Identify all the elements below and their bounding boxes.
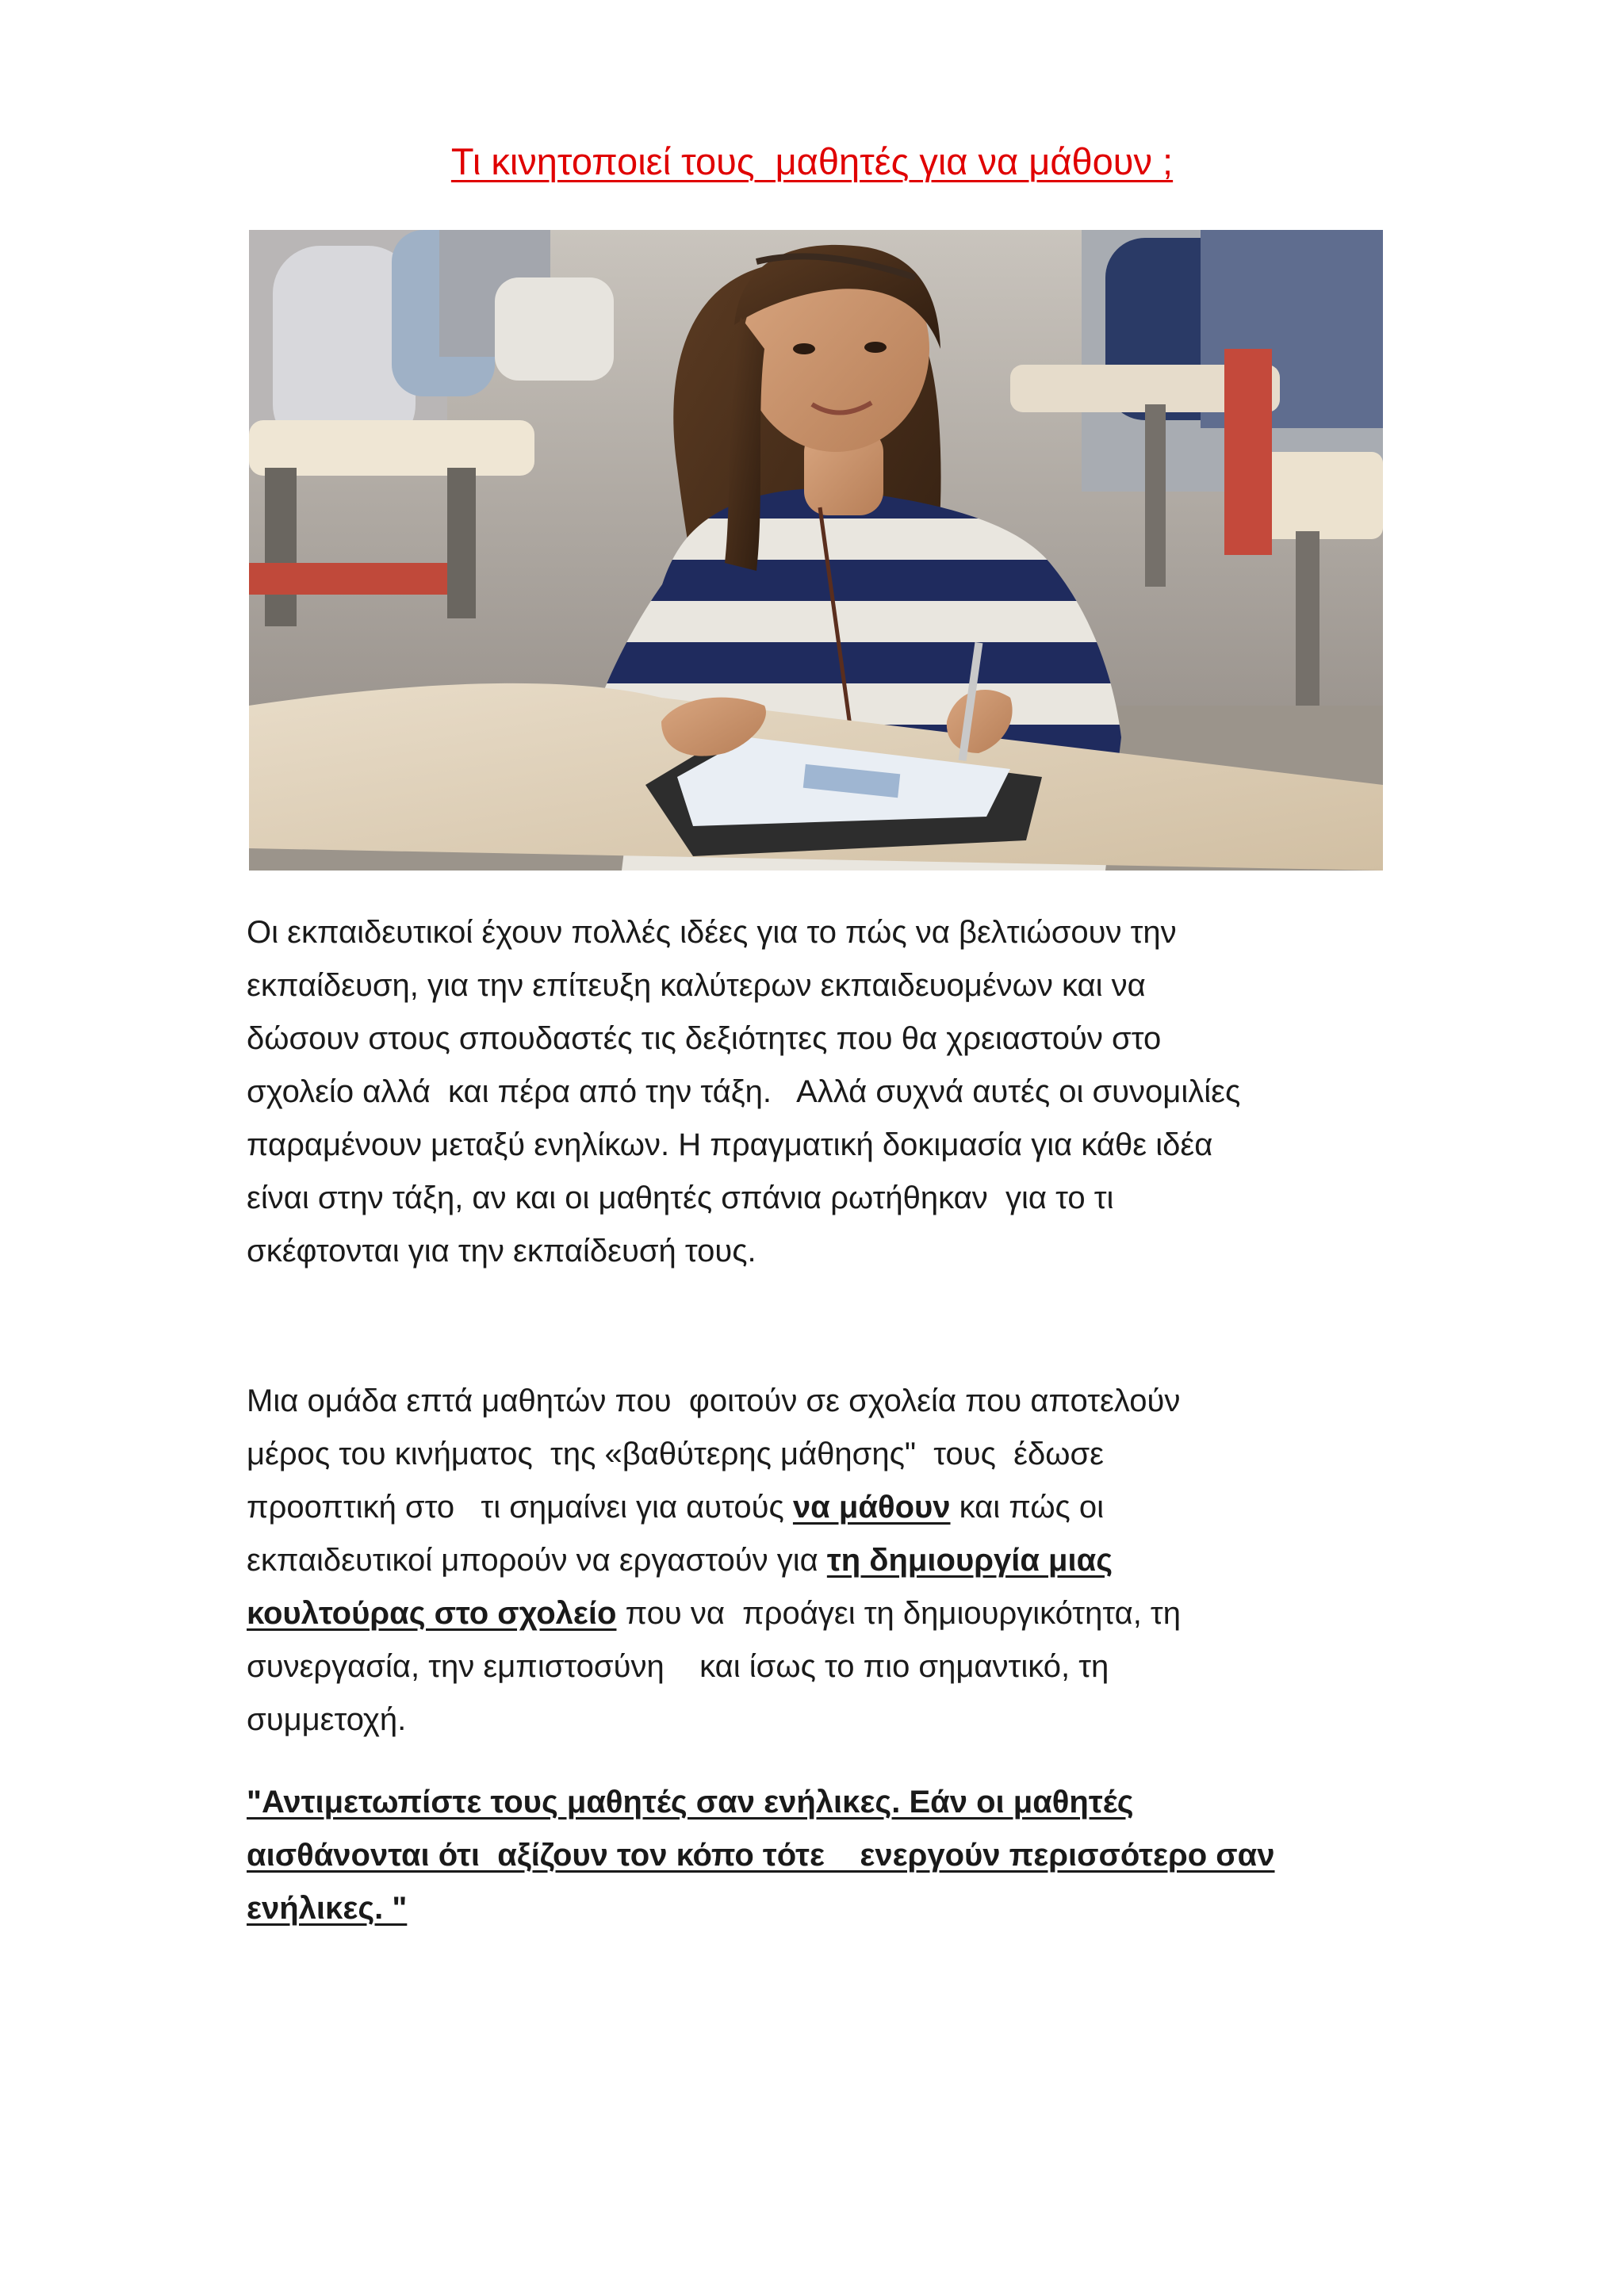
classroom-photo: [249, 230, 1383, 871]
paragraph-line: εκπαίδευση, για την επίτευξη καλύτερων εκπαιδευομένων και να: [247, 968, 1146, 1003]
quote-line: "Αντιμετωπίστε τους μαθητές σαν ενήλικες. Εάν οι μαθητές: [247, 1785, 1134, 1820]
paragraph-line: σχολείο αλλά και πέρα από την τάξη. Αλλά συχνά αυτές οι συνομιλίες: [247, 1074, 1241, 1109]
paragraph-line: συνεργασία, την εμπιστοσύνη και ίσως το πιο σημαντικό, τη: [247, 1649, 1109, 1684]
paragraph-line: συμμετοχή.: [247, 1702, 407, 1737]
paragraph-line: [247, 1587, 1373, 1640]
quote-line: αισθάνονται ότι αξίζουν τον κόπο τότε ενεργούν περισσότερο σαν: [247, 1838, 1275, 1873]
paragraph-text: προοπτική στο τι σημαίνει για αυτούς: [247, 1490, 793, 1525]
school-culture-link[interactable]: τη δημιουργία μιας: [826, 1543, 1113, 1578]
paragraph-line: Οι εκπαιδευτικοί έχουν πολλές ιδέες για το πώς να βελτιώσουν την: [247, 915, 1177, 950]
school-culture-link-continued[interactable]: κουλτούρας στο σχολείο: [247, 1596, 617, 1631]
paragraph-line: παραμένουν μεταξύ ενηλίκων. Η πραγματική δοκιμασία για κάθε ιδέα: [247, 1127, 1213, 1162]
paragraph-text: που να προάγει τη δημιουργικότητα, τη: [616, 1596, 1181, 1631]
paragraph-line: δώσουν στους σπουδαστές τις δεξιότητες που θα χρειαστούν στο: [247, 1021, 1162, 1056]
paragraph-line: [247, 1481, 1373, 1534]
students-paragraph: [247, 1375, 1373, 1747]
paragraph-line: είναι στην τάξη, αν και οι μαθητές σπάνια ρωτήθηκαν για το τι: [247, 1181, 1114, 1215]
intro-paragraph: [247, 906, 1373, 1278]
paragraph-text: και πώς οι: [950, 1490, 1105, 1525]
paragraph-line: σκέφτονται για την εκπαίδευσή τους.: [247, 1234, 756, 1269]
student-quote: [247, 1776, 1373, 1935]
paragraph-line: μέρος του κινήματος της «βαθύτερης μάθησης" τους έδωσε: [247, 1437, 1104, 1471]
quote-line: ενήλικες. ": [247, 1891, 408, 1926]
paragraph-text: εκπαιδευτικοί μπορούν να εργαστούν για: [247, 1543, 827, 1578]
page-title: Τι κινητοποιεί τους μαθητές για να μάθουν ;: [450, 140, 1174, 182]
learn-link[interactable]: να μάθουν: [792, 1490, 951, 1525]
paragraph-line: [247, 1534, 1373, 1587]
paragraph-line: Μια ομάδα επτά μαθητών που φοιτούν σε σχολεία που αποτελούν: [247, 1383, 1181, 1418]
